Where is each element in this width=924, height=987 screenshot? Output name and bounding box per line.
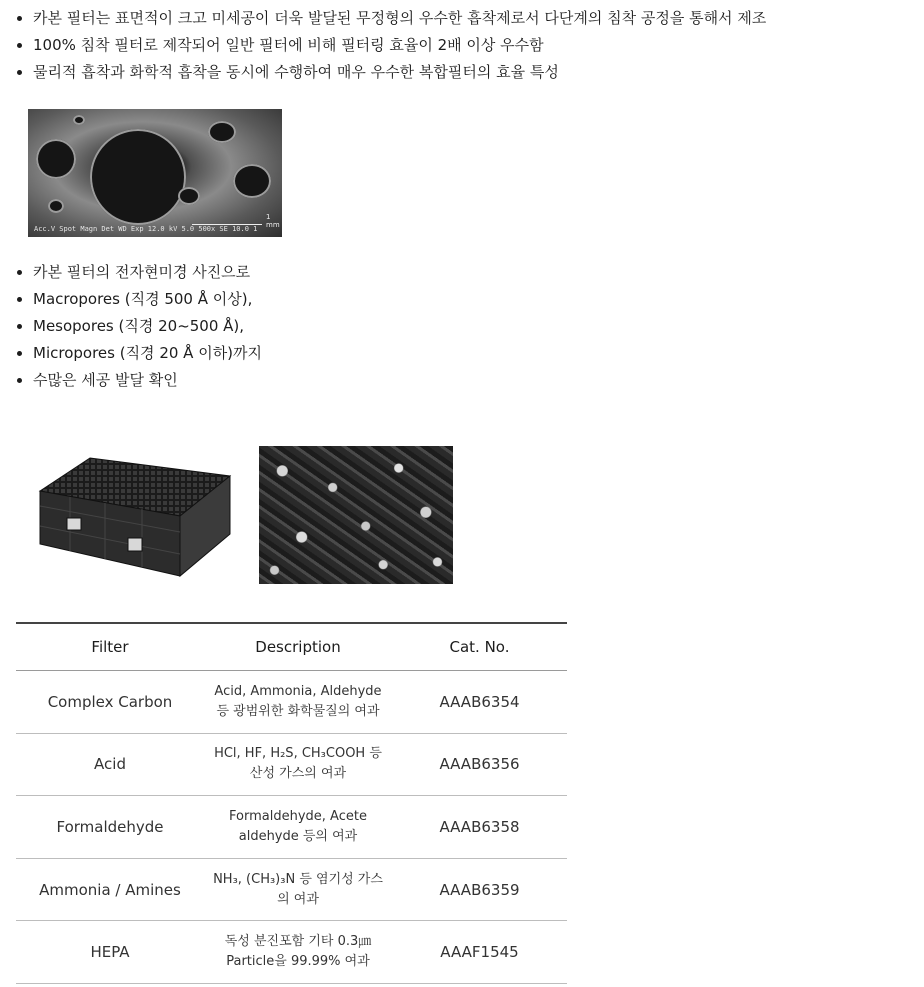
table-row	[16, 733, 567, 796]
pore-bullet-list	[0, 259, 262, 394]
filter-name-cell: HEPA	[16, 921, 204, 984]
description-cell	[204, 796, 392, 859]
pore-shape	[178, 187, 200, 205]
pore-bullet: 카본 필터의 전자현미경 사진으로	[0, 259, 262, 286]
description-line: Formaldehyde, Acete	[229, 808, 367, 824]
description-cell	[204, 671, 392, 734]
cat-no-cell: AAAF1545	[392, 921, 567, 984]
description-line: 의 여과	[277, 891, 319, 907]
cat-no-cell: AAAB6354	[392, 671, 567, 734]
cat-no-cell: AAAB6358	[392, 796, 567, 859]
scale-bar	[192, 224, 262, 225]
filter-name-cell: Formaldehyde	[16, 796, 204, 859]
pore-bullet: 수많은 세공 발달 확인	[0, 367, 262, 394]
filter-name-cell: Ammonia / Amines	[16, 858, 204, 921]
cat-no-cell: AAAB6356	[392, 733, 567, 796]
pore-bullet: Micropores (직경 20 Å 이하)까지	[0, 340, 262, 367]
carbon-filter-product-image	[30, 446, 235, 586]
description-line: HCl, HF, H₂S, CH₃COOH 등	[214, 746, 382, 762]
cat-no-cell: AAAB6359	[392, 858, 567, 921]
intro-bullet: 카본 필터는 표면적이 크고 미세공이 더욱 발달된 무정형의 우수한 흡착제로서 다단계의 침착 공정을 통해서 제조	[0, 5, 766, 32]
table-row	[16, 796, 567, 859]
pore-bullet: Macropores (직경 500 Å 이상),	[0, 286, 262, 313]
table-row	[16, 858, 567, 921]
pore-shape	[73, 115, 85, 125]
description-line: aldehyde 등의 여과	[238, 828, 358, 844]
description-cell	[204, 921, 392, 984]
header-description: Description	[204, 623, 392, 671]
description-line: Particle을 99.99% 여과	[226, 954, 370, 970]
intro-bullet: 100% 침착 필터로 제작되어 일반 필터에 비해 필터링 효율이 2배 이상 우수함	[0, 32, 766, 59]
pore-shape	[48, 199, 64, 213]
intro-bullet: 물리적 흡착과 화학적 흡착을 동시에 수행하여 매우 우수한 복합필터의 효율 특성	[0, 59, 766, 86]
description-line: 독성 분진포함 기타 0.3㎛	[224, 934, 372, 950]
pore-bullet: Mesopores (직경 20~500 Å),	[0, 313, 262, 340]
description-cell	[204, 858, 392, 921]
filter-name-cell: Acid	[16, 733, 204, 796]
scale-label: 1 mm	[266, 213, 280, 229]
table-header-row	[16, 623, 567, 671]
pore-shape	[36, 139, 76, 179]
description-cell	[204, 733, 392, 796]
pore-shape	[208, 121, 236, 143]
sem-micrograph-image	[28, 109, 282, 237]
description-line: NH₃, (CH₃)₃N 등 염기성 가스	[213, 871, 383, 887]
header-cat-no: Cat. No.	[392, 623, 567, 671]
table-row	[16, 921, 567, 984]
pore-shape	[90, 129, 186, 225]
description-line: 산성 가스의 여과	[249, 766, 347, 782]
table-row	[16, 671, 567, 734]
header-filter: Filter	[16, 623, 204, 671]
filter-spec-table	[16, 622, 567, 984]
description-line: 등 광범위한 화학물질의 여과	[216, 703, 380, 719]
description-line: Acid, Ammonia, Aldehyde	[214, 683, 382, 699]
intro-bullet-list	[0, 5, 766, 86]
activated-carbon-granules-image	[259, 446, 453, 584]
filter-name-cell: Complex Carbon	[16, 671, 204, 734]
sem-caption: Acc.V Spot Magn Det WD Exp 12.0 kV 5.0 500x SE 10.0 1	[34, 225, 258, 233]
pore-shape	[233, 164, 271, 198]
